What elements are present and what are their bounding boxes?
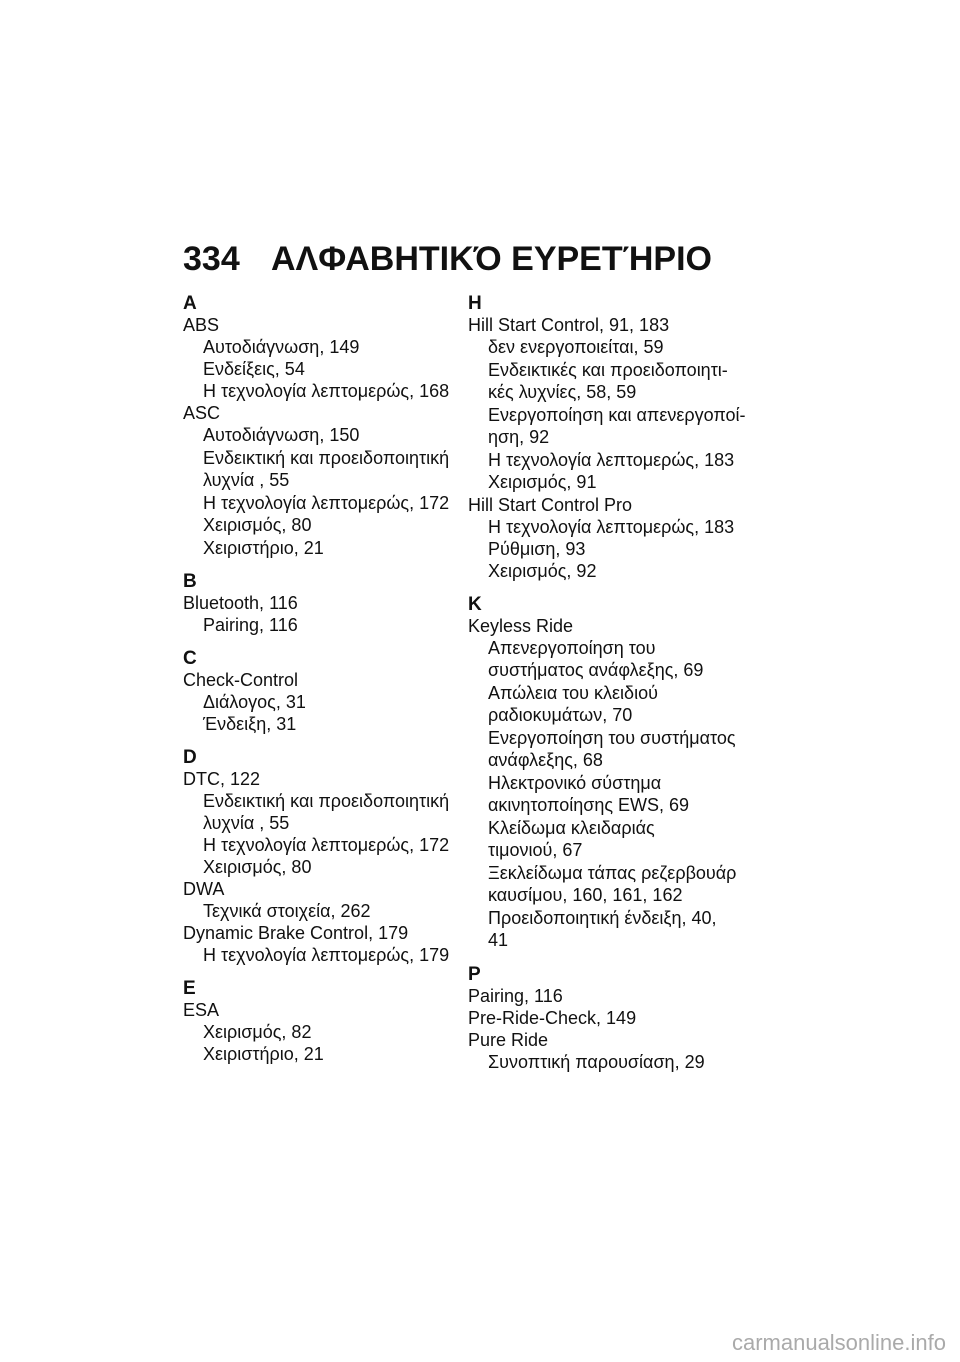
index-entry: Bluetooth, 116 xyxy=(183,593,298,613)
index-subentry: Χειρισμός, 80 xyxy=(203,515,312,535)
index-subentry: Διάλογος, 31 xyxy=(203,692,306,712)
index-subentry: ραδιοκυμάτων, 70 xyxy=(488,705,633,725)
index-subentry: Ρύθμιση, 93 xyxy=(488,538,586,559)
index-entry: DWA xyxy=(183,879,225,899)
index-subentry: Pairing, 116 xyxy=(203,615,298,635)
page-number: 334 xyxy=(183,240,240,278)
index-subentry: Χειρισμός, 82 xyxy=(203,1022,312,1042)
index-subentry: ηση, 92 xyxy=(488,427,550,447)
index-section xyxy=(468,964,768,1073)
section-letter: H xyxy=(468,293,482,314)
section-letter: C xyxy=(183,648,197,669)
index-subentry: Ενεργοποίηση του συστήματος xyxy=(488,727,736,748)
section-letter: B xyxy=(183,571,197,592)
index-entry: Pairing, 116 xyxy=(468,985,563,1006)
index-subentry: Χειριστήριο, 21 xyxy=(203,1044,324,1064)
index-entry: Hill Start Control Pro xyxy=(468,494,633,515)
index-subentry: λυχνία , 55 xyxy=(203,813,290,833)
index-subentry: Χειρισμός, 80 xyxy=(203,857,312,877)
index-subentry: Απενεργοποίηση του xyxy=(488,637,656,658)
index-subentry: Ηλεκτρονικό σύστημα xyxy=(488,772,662,793)
index-section xyxy=(183,978,483,1065)
index-entry: ESA xyxy=(183,1000,220,1020)
index-subentry: Ενδεικτικές και προειδοποιητι- xyxy=(488,359,728,380)
index-subentry: Απώλεια του κλειδιού xyxy=(488,682,658,703)
index-subentry: δεν ενεργοποιείται, 59 xyxy=(488,337,664,357)
index-section xyxy=(183,648,483,735)
index-section xyxy=(183,747,483,966)
index-section xyxy=(183,293,483,559)
index-subentry: Ενδείξεις, 54 xyxy=(203,359,305,379)
index-subentry: Η τεχνολογία λεπτομερώς, 179 xyxy=(203,945,450,965)
index-entry: ASC xyxy=(183,403,221,423)
section-letter: K xyxy=(468,593,482,615)
index-subentry: Χειρισμός, 92 xyxy=(488,560,597,581)
index-subentry: Η τεχνολογία λεπτομερώς, 172 xyxy=(203,492,450,513)
index-entry: Keyless Ride xyxy=(468,615,574,636)
section-letter: A xyxy=(183,293,197,314)
page-header xyxy=(183,240,712,279)
index-subentry: Αυτοδιάγνωση, 149 xyxy=(203,337,360,357)
index-section xyxy=(468,594,768,952)
index-subentry: τιμονιού, 67 xyxy=(488,840,583,860)
index-subentry: Τεχνικά στοιχεία, 262 xyxy=(203,901,371,921)
index-subentry: Η τεχνολογία λεπτομερώς, 168 xyxy=(203,381,450,401)
index-entry: Pure Ride xyxy=(468,1029,549,1050)
index-subentry: Χειριστήριο, 21 xyxy=(203,537,324,558)
section-letter: D xyxy=(183,747,197,768)
index-subentry: Ενδεικτική και προειδοποιητική xyxy=(203,447,450,468)
index-subentry: κές λυχνίες, 58, 59 xyxy=(488,382,637,402)
index-entry: Hill Start Control, 91, 183 xyxy=(468,315,670,335)
index-subentry: 41 xyxy=(488,930,509,950)
index-subentry: καυσίμου, 160, 161, 162 xyxy=(488,885,683,905)
index-subentry: Χειρισμός, 91 xyxy=(488,472,597,492)
index-entry: Pre-Ride-Check, 149 xyxy=(468,1007,637,1028)
section-letter: P xyxy=(468,963,481,985)
index-subentry: Η τεχνολογία λεπτομερώς, 172 xyxy=(203,835,450,855)
index-subentry: Ένδειξη, 31 xyxy=(203,714,297,734)
index-subentry: Αυτοδιάγνωση, 150 xyxy=(203,425,360,445)
index-subentry: Ξεκλείδωμα τάπας ρεζερβουάρ xyxy=(488,862,737,883)
index-section xyxy=(468,293,768,582)
index-subentry: Συνοπτική παρουσίαση, 29 xyxy=(488,1051,705,1072)
section-letter: E xyxy=(183,978,196,999)
watermark: carmanualsonline.info xyxy=(731,1330,946,1355)
index-entry: Check-Control xyxy=(183,670,299,690)
index-subentry: λυχνία , 55 xyxy=(203,470,290,490)
index-subentry: Η τεχνολογία λεπτομερώς, 183 xyxy=(488,516,735,537)
page-title: ΑΛΦΑΒΗΤΙΚΌ ΕΥΡΕΤΉΡΙΟ xyxy=(271,240,712,278)
index-subentry: Η τεχνολογία λεπτομερώς, 183 xyxy=(488,449,735,470)
index-entry: Dynamic Brake Control, 179 xyxy=(183,923,409,943)
index-subentry: Ενδεικτική και προειδοποιητική xyxy=(203,791,450,811)
index-column-right xyxy=(468,293,768,1085)
index-subentry: Ενεργοποίηση και απενεργοποί- xyxy=(488,404,746,425)
index-section xyxy=(183,571,483,636)
index-subentry: συστήματος ανάφλεξης, 69 xyxy=(488,660,704,680)
index-subentry: Προειδοποιητική ένδειξη, 40, xyxy=(488,907,717,928)
index-subentry: ακινητοποίησης EWS, 69 xyxy=(488,795,690,815)
index-subentry: Κλείδωμα κλειδαριάς xyxy=(488,817,655,838)
index-subentry: ανάφλεξης, 68 xyxy=(488,750,603,770)
index-entry: ABS xyxy=(183,315,220,335)
index-column-left xyxy=(183,293,483,1077)
index-entry: DTC, 122 xyxy=(183,769,261,789)
